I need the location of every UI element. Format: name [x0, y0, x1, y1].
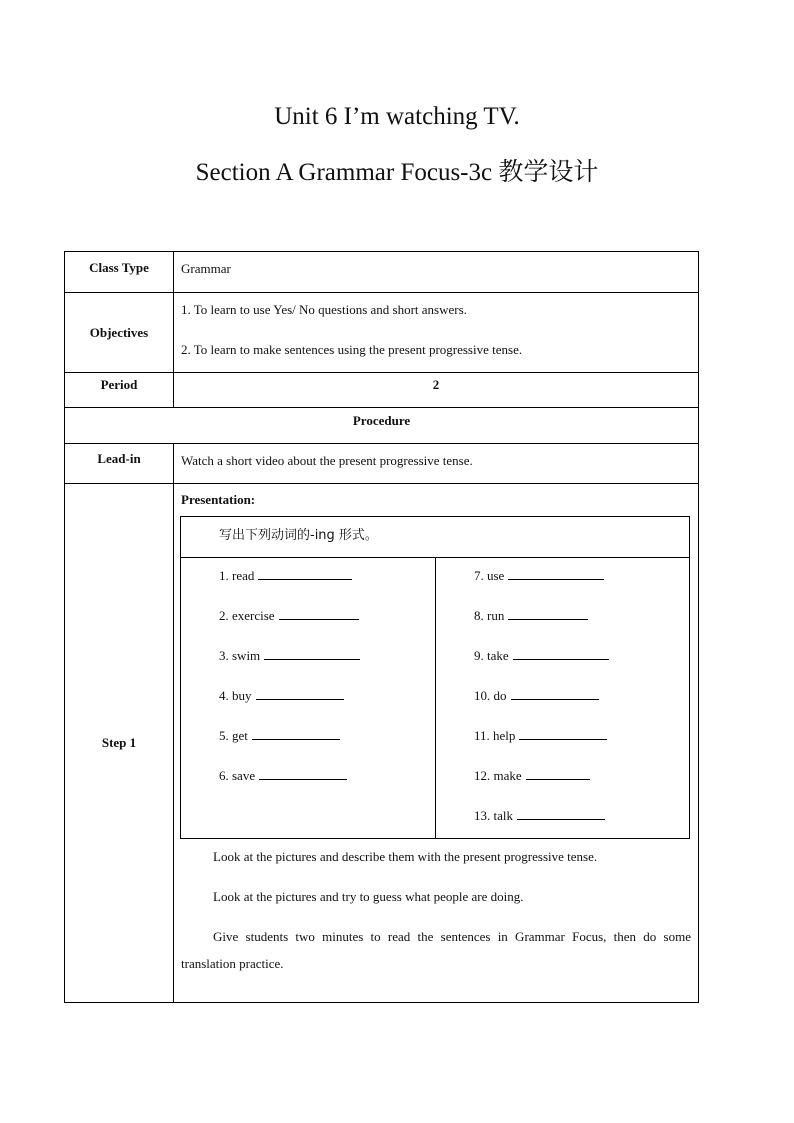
word-item: 7. use	[474, 558, 689, 598]
answer-blank[interactable]	[264, 638, 360, 660]
answer-blank[interactable]	[508, 598, 588, 620]
value-class-type: Grammar	[174, 252, 699, 293]
answer-blank[interactable]	[279, 598, 359, 620]
lesson-plan-table	[64, 251, 699, 1003]
word-item: 3. swim	[219, 638, 435, 678]
answer-blank[interactable]	[259, 758, 347, 780]
word-item: 4. buy	[219, 678, 435, 718]
value-period: 2	[174, 373, 699, 408]
answer-blank[interactable]	[513, 638, 609, 660]
answer-blank[interactable]	[256, 678, 344, 700]
word-item: 1. read	[219, 558, 435, 598]
step-paragraph: Look at the pictures and try to guess what people are doing.	[213, 889, 524, 904]
answer-blank[interactable]	[258, 558, 352, 580]
row-objectives	[65, 293, 699, 373]
word-item: 5. get	[219, 718, 435, 758]
presentation-heading: Presentation:	[181, 492, 256, 507]
word-item: 13. talk	[474, 798, 689, 838]
answer-blank[interactable]	[526, 758, 590, 780]
word-item: 9. take	[474, 638, 689, 678]
word-item: 11. help	[474, 718, 689, 758]
label-lead-in: Lead-in	[65, 444, 174, 484]
word-item: 8. run	[474, 598, 689, 638]
objective-2: 2. To learn to make sentences using the present progressive tense.	[181, 342, 523, 357]
label-procedure: Procedure	[65, 408, 699, 444]
answer-blank[interactable]	[508, 558, 604, 580]
row-class-type	[65, 252, 699, 293]
word-item: 10. do	[474, 678, 689, 718]
step-paragraph: Look at the pictures and describe them with the present progressive tense.	[213, 849, 598, 864]
row-step-1	[65, 484, 699, 1003]
document-subtitle: Section A Grammar Focus-3c 教学设计	[195, 159, 599, 186]
word-list-left	[181, 558, 436, 839]
answer-blank[interactable]	[519, 718, 607, 740]
row-lead-in	[65, 444, 699, 484]
word-list-right	[436, 558, 690, 839]
step-paragraph: Give students two minutes to read the sentences in Grammar Focus, then do some translation practice.	[181, 929, 691, 971]
objective-1: 1. To learn to use Yes/ No questions and short answers.	[181, 302, 467, 317]
label-class-type: Class Type	[65, 252, 174, 293]
row-procedure	[65, 408, 699, 444]
answer-blank[interactable]	[511, 678, 599, 700]
document-title: Unit 6 I’m watching TV.	[274, 103, 520, 130]
ing-form-exercise	[180, 516, 690, 839]
label-period: Period	[65, 373, 174, 408]
word-item: 12. make	[474, 758, 689, 798]
value-step-1	[174, 484, 699, 1003]
answer-blank[interactable]	[517, 798, 605, 820]
value-objectives	[174, 293, 699, 373]
label-step-1: Step 1	[65, 484, 174, 1003]
exercise-instruction: 写出下列动词的-ing 形式。	[181, 517, 690, 558]
answer-blank[interactable]	[252, 718, 340, 740]
value-lead-in: Watch a short video about the present progressive tense.	[174, 444, 699, 484]
label-objectives: Objectives	[65, 293, 174, 373]
word-item: 6. save	[219, 758, 435, 798]
row-period	[65, 373, 699, 408]
word-item: 2. exercise	[219, 598, 435, 638]
